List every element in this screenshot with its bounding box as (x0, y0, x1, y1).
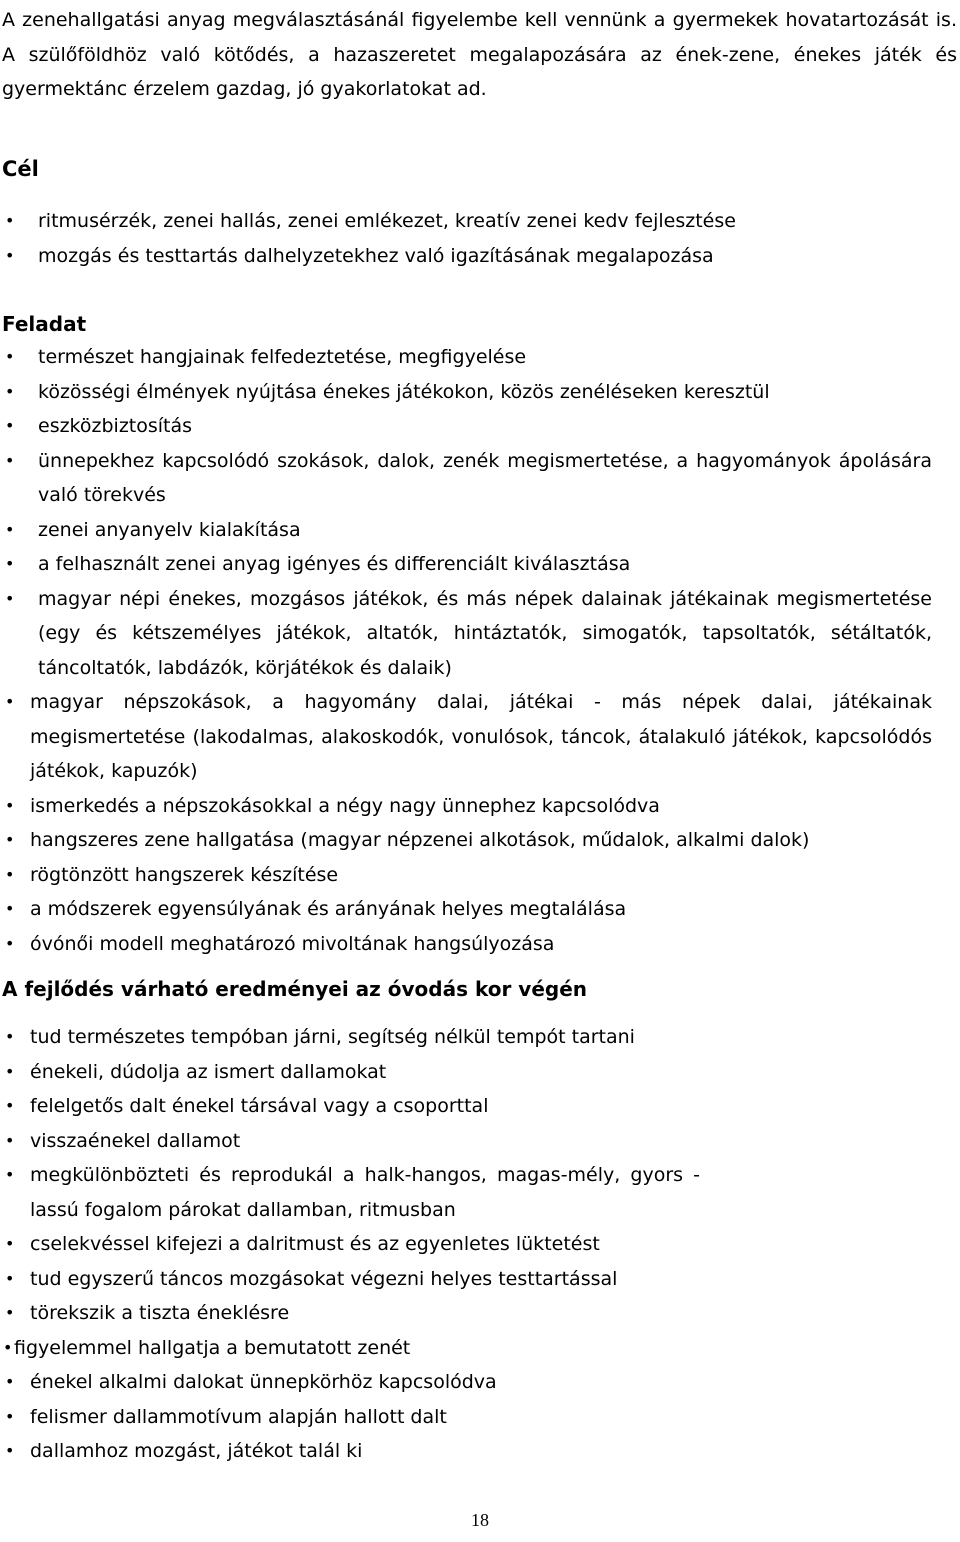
list-item-text: magyar népi énekes, mozgásos játékok, és más népek dalainak játékainak megismertetése (egy és kétszemélyes játékok, altatók, hintáztatók, simogatók, tapsoltatók, sétáltatók, táncoltatók, labdázók, körjátékok és dalaik) (38, 587, 932, 679)
heading-feladat: Feladat (2, 312, 87, 336)
list-item-text: visszaénekel dallamot (30, 1129, 241, 1152)
list-item-text: énekeli, dúdolja az ismert dallamokat (30, 1060, 387, 1083)
list-item-text: tud természetes tempóban járni, segítség nélkül tempót tartani (30, 1026, 635, 1048)
bullet-icon: • (5, 1303, 15, 1322)
list-item (2, 340, 932, 375)
list-item-text: rögtönzött hangszerek készítése (30, 863, 339, 886)
bullet-icon: • (5, 1027, 15, 1046)
bullet-icon: • (5, 1061, 15, 1081)
list-item-text: hangszeres zene hallgatása (magyar népzenei alkotások, műdalok, alkalmi dalok) (30, 829, 810, 851)
list-item-text: a felhasznált zenei anyag igényes és differenciált kiválasztása (38, 553, 631, 575)
list-item-text: ismerkedés a népszokásokkal a négy nagy ünnephez kapcsolódva (30, 794, 660, 817)
list-item (2, 1020, 902, 1055)
list-item (0, 1331, 902, 1366)
list-item-text: ünnepekhez kapcsolódó szokások, dalok, zenék megismertetése, a hagyományok ápolására való törekvés (38, 449, 932, 506)
list-item-text: felismer dallammotívum alapján hallott dalt (30, 1405, 447, 1428)
bullet-icon: • (5, 245, 15, 265)
bullet-icon: • (5, 830, 15, 849)
list-item-text: magyar népszokások, a hagyomány dalai, játékai - más népek dalai, játékainak megismertetése (lakodalmas, alakoskodók, vonulósok, táncok, átalakuló játékok, kapcsolódós játékok, kapuzók) (30, 691, 932, 782)
list-item-text: eszközbiztosítás (38, 415, 193, 437)
bullet-icon: • (5, 1372, 15, 1391)
list-item-text: a módszerek egyensúlyának és arányának helyes megtalálása (30, 898, 627, 920)
list-item-text: törekszik a tiszta éneklésre (30, 1302, 290, 1324)
bullet-icon: • (5, 1165, 15, 1184)
list-item (2, 1262, 902, 1297)
list-item-text: ritmusérzék, zenei hallás, zenei emlékezet, kreatív zenei kedv fejlesztése (38, 210, 736, 232)
bullet-icon: • (5, 899, 15, 918)
list-item (2, 375, 932, 410)
list-item-text: mozgás és testtartás dalhelyzetekhez való igazításának megalapozása (38, 244, 714, 267)
bullet-icon: • (3, 1337, 13, 1357)
list-item (2, 685, 932, 789)
bullet-icon: • (5, 864, 15, 884)
bullet-icon: • (5, 692, 15, 711)
bullet-icon: • (5, 519, 15, 539)
bullet-icon: • (5, 1268, 15, 1288)
intro-paragraph: A zenehallgatási anyag megválasztásánál figyelembe kell vennünk a gyermekek hovatartozását is. A szülőföldhöz való kötődés, a hazaszeretet megalapozására az ének-zene, énekes játék és gyermektánc érzelem gazdag, jó gyakorlatokat ad. (2, 9, 957, 100)
list-item (2, 892, 932, 927)
bullet-icon: • (5, 1130, 15, 1150)
bullet-icon: • (5, 1441, 15, 1460)
list-item (2, 823, 932, 858)
list-item (2, 204, 932, 239)
heading-cel: Cél (2, 157, 39, 181)
list-item-text: természet hangjainak felfedeztetése, megfigyelése (38, 346, 527, 368)
list-item (2, 1158, 700, 1227)
list-item-text: óvónői modell meghatározó mivoltának hangsúlyozása (30, 932, 555, 955)
list-item (2, 1296, 902, 1331)
cel-list (2, 204, 932, 273)
list-item (2, 858, 932, 893)
list-item (2, 1365, 902, 1400)
list-item (2, 513, 932, 548)
list-item (2, 547, 932, 582)
list-item (2, 582, 932, 686)
bullet-icon: • (5, 347, 15, 366)
page-number: 18 (471, 1510, 489, 1530)
list-item-text: figyelemmel hallgatja a bemutatott zenét (14, 1336, 411, 1359)
bullet-icon: • (5, 416, 15, 435)
list-item-text: tud egyszerű táncos mozgásokat végezni helyes testtartással (30, 1267, 618, 1290)
list-item (2, 444, 932, 513)
bullet-icon: • (5, 450, 15, 470)
list-item (2, 1227, 902, 1262)
bullet-icon: • (5, 554, 15, 573)
bullet-icon: • (5, 1234, 15, 1253)
list-item (2, 927, 932, 962)
list-item-text: felelgetős dalt énekel társával vagy a csoporttal (30, 1095, 489, 1117)
bullet-icon: • (5, 381, 15, 401)
list-item-text: zenei anyanyelv kialakítása (38, 518, 301, 541)
bullet-icon: • (5, 933, 15, 953)
list-item-text: énekel alkalmi dalokat ünnepkörhöz kapcsolódva (30, 1371, 497, 1393)
eredmeny-list (2, 1020, 902, 1469)
list-item (2, 789, 932, 824)
list-item-text: cselekvéssel kifejezi a dalritmust és az egyenletes lüktetést (30, 1233, 600, 1255)
list-item-text: közösségi élmények nyújtása énekes játékokon, közös zenéléseken keresztül (38, 380, 770, 403)
list-item-text: dallamhoz mozgást, játékot talál ki (30, 1440, 363, 1462)
bullet-icon: • (5, 1406, 15, 1426)
list-item (2, 1055, 902, 1090)
heading-eredmenyek: A fejlődés várható eredményei az óvodás kor végén (2, 977, 588, 1001)
bullet-icon: • (5, 1096, 15, 1115)
list-item (2, 409, 932, 444)
list-item (2, 239, 932, 274)
list-item (2, 1089, 902, 1124)
bullet-icon: • (5, 795, 15, 815)
feladat-list (2, 340, 932, 961)
list-item (2, 1400, 902, 1435)
list-item (2, 1434, 902, 1469)
list-item (2, 1124, 902, 1159)
bullet-icon: • (5, 211, 15, 230)
bullet-icon: • (5, 588, 15, 608)
list-item-text: megkülönbözteti és reprodukál a halk-hangos, magas-mély, gyors - lassú fogalom párokat dallamban, ritmusban (30, 1164, 700, 1221)
